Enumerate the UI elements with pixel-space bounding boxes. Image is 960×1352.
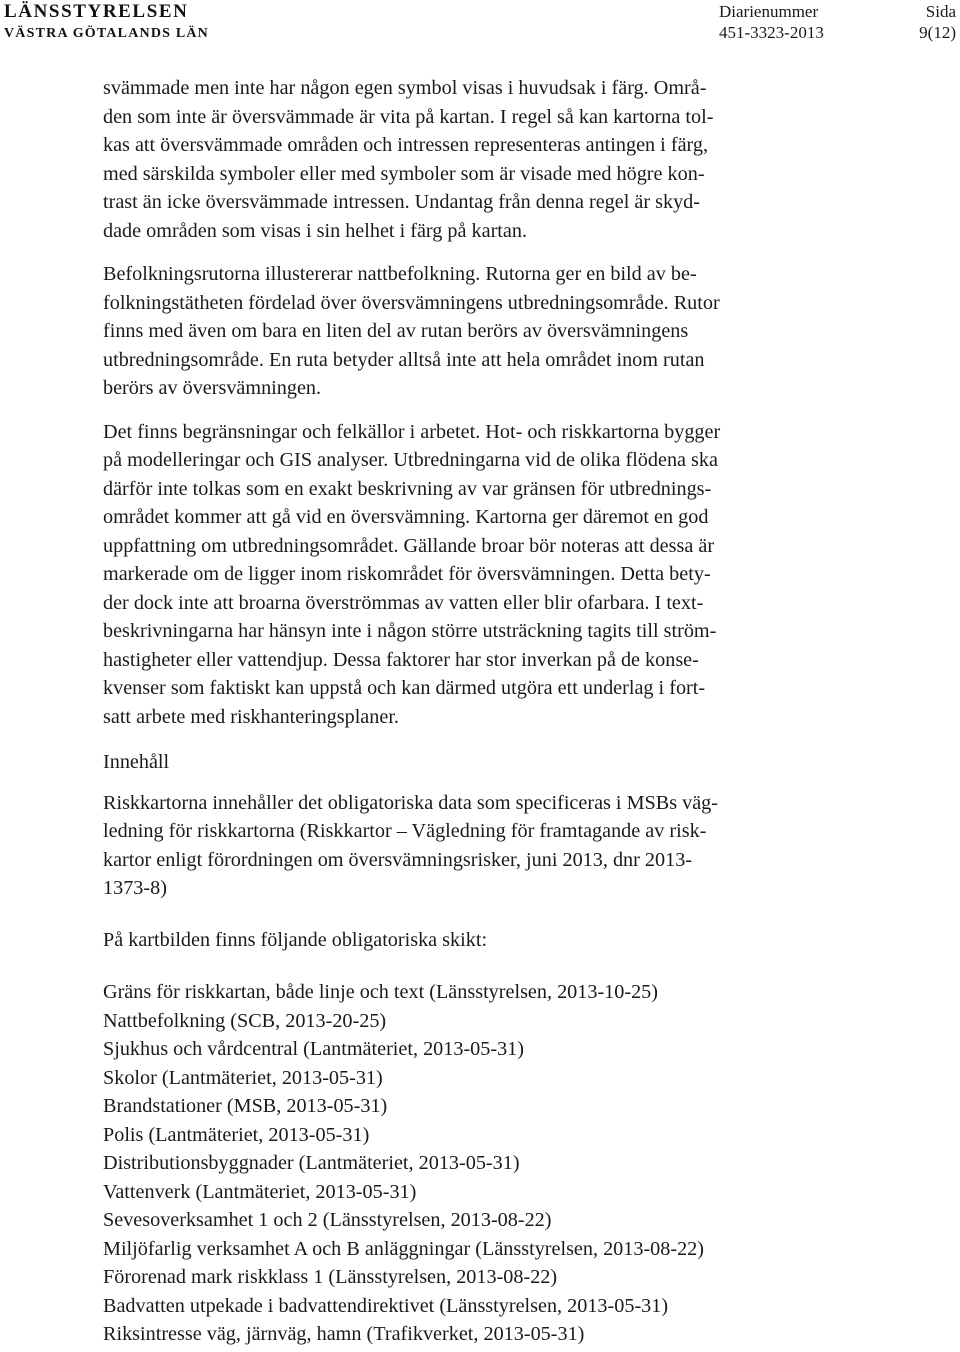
list-item: Brandstationer (MSB, 2013-05-31) <box>103 1095 388 1117</box>
paragraph-content-msb: Riskkartorna innehåller det obligatoriska data som specificeras i MSBs väg- ledning för riskkartorna (Riskkartor – Vägledning för framtagande av risk- kartor enligt förordningen om översvämningsrisker, juni 2013, dnr 2013- 1373-8) <box>103 791 718 899</box>
lansstyrelsen-logo <box>4 1 209 43</box>
list-item: Polis (Lantmäteriet, 2013-05-31) <box>103 1123 370 1146</box>
list-item: Riksintresse väg, järnväg, hamn (Trafikverket, 2013-05-31) <box>103 1323 585 1345</box>
page-label: Sida <box>925 2 956 21</box>
list-item: Nattbefolkning (SCB, 2013-20-25) <box>103 1009 387 1032</box>
list-item: Vattenverk (Lantmäteriet, 2013-05-31) <box>103 1180 417 1203</box>
diarienummer-label: Diarienummer <box>719 2 819 21</box>
paragraph-layers-intro: På kartbilden finns följande obligatoriska skikt: <box>103 928 488 951</box>
list-item: Badvatten utpekade i badvattendirektivet (Länsstyrelsen, 2013-05-31) <box>103 1294 669 1317</box>
page-header <box>0 0 960 48</box>
logo-org-name: LÄNSSTYRELSEN <box>4 1 189 22</box>
list-item: Förorenad mark riskklass 1 (Länsstyrelsen, 2013-08-22) <box>103 1266 558 1288</box>
list-item: Sjukhus och vårdcentral (Lantmäteriet, 2013-05-31) <box>103 1038 525 1060</box>
list-item: Gräns för riskkartan, både linje och text (Länsstyrelsen, 2013-10-25) <box>103 981 658 1003</box>
diarienummer-value: 451-3323-2013 <box>719 23 824 42</box>
list-item: Miljöfarlig verksamhet A och B anläggningar (Länsstyrelsen, 2013-08-22) <box>103 1237 705 1260</box>
list-item: Distributionsbyggnader (Lantmäteriet, 2013-05-31) <box>103 1152 520 1174</box>
paragraph-limitations: Det finns begränsningar och felkällor i arbetet. Hot- och riskkartorna bygger på modelleringar och GIS analyser. Utbredningarna vid de olika flödena ska därför inte tolkas som en exakt beskrivning av var gränsen för utbrednings- området kommer att gå vid en översvämning. Kartorna ger däremot en god uppfattning om utbredningsområdet. Gällande broar bör noteras att dessa är markerade om de ligger inom riskområdet för översvämningen. Detta bety- der dock inte att broarna överströmmas av vatten eller blir ofarbara. I text- beskrivningarna har hänsyn inte i någon större utsträckning tagits till ström- hastigheter eller vattendjup. Dessa faktorer har stor inverkan på de konse- kvenser som faktiskt kan uppstå och kan därmed utgöra ett underlag i fort- satt arbete med riskhanteringsplaner. <box>103 420 721 728</box>
list-item: Skolor (Lantmäteriet, 2013-05-31) <box>103 1066 383 1089</box>
page-number: 9(12) <box>919 23 956 42</box>
mandatory-layers-list <box>103 978 843 1349</box>
list-item: Sevesoverksamhet 1 och 2 (Länsstyrelsen, 2013-08-22) <box>103 1209 552 1231</box>
paragraph-population-grid: Befolkningsrutorna illustererar nattbefolkning. Rutorna ger en bild av be- folkningstätheten fördelad över översvämningens utbredningsområde. Rutor finns med även om bara en liten del av rutan berörs av översvämningens utbredningsområde. En ruta betyder alltså inte att hela området inom rutan berörs av översvämningen. <box>103 263 720 399</box>
document-body <box>103 74 843 1349</box>
paragraph-map-legend: svämmade men inte har någon egen symbol visas i huvudsak i färg. Områ- den som inte är översvämmade är vita på kartan. I regel så kan kartorna tol- kas att översvämmade områden och intressen representeras antingen i färg, med särskilda symboler eller med symboler som är visade med högre kon- trast än icke översvämmade intressen. Undantag från denna regel är skyd- dade områden som visas i sin helhet i färg på kartan. <box>103 77 714 242</box>
section-heading-innehall: Innehåll <box>103 751 170 773</box>
logo-county-name: VÄSTRA GÖTALANDS LÄN <box>4 26 209 41</box>
